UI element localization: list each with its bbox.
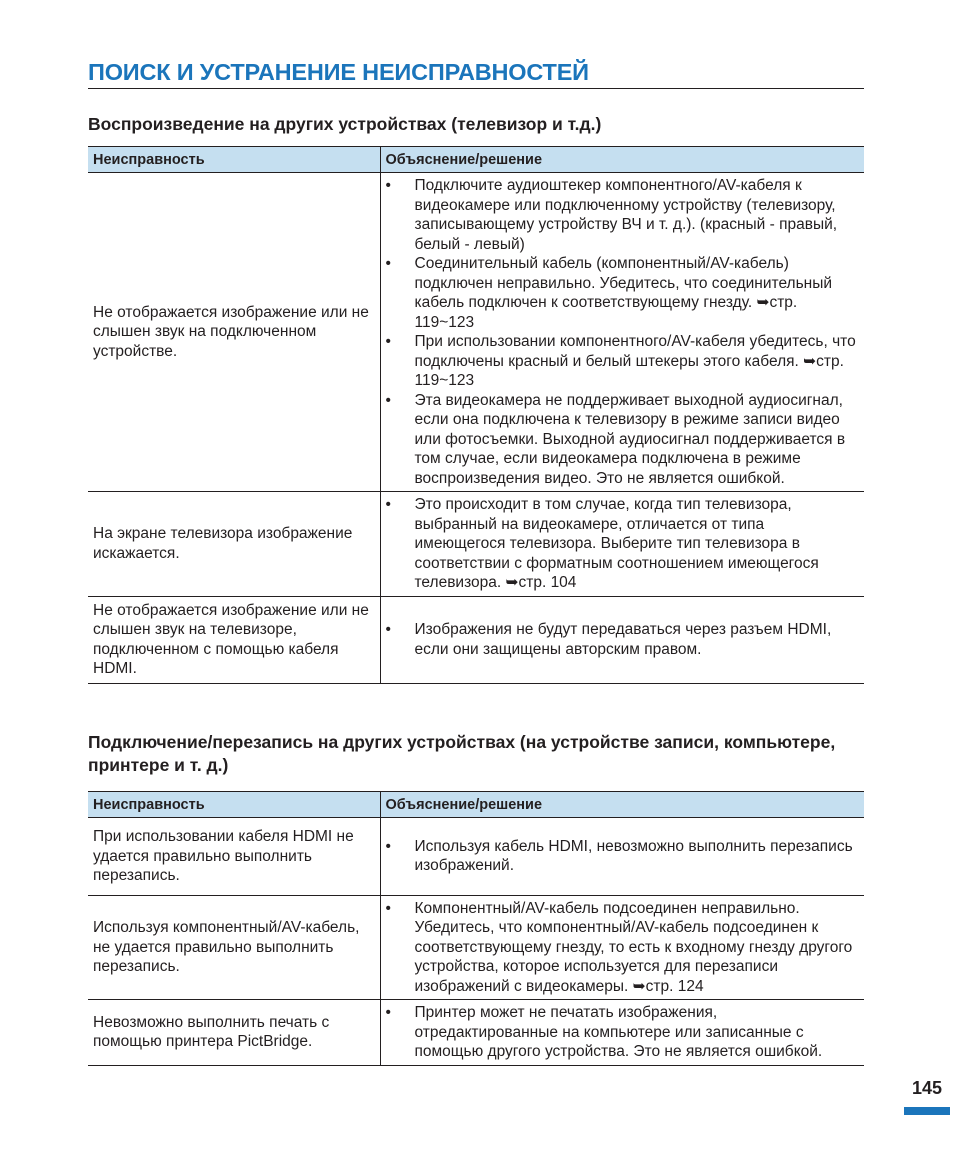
- solution-text: Изображения не будут передаваться через разъем HDMI, если они защищены авторским правом.: [414, 621, 832, 658]
- troubleshooting-table-dubbing: [88, 791, 864, 1066]
- section-title-dubbing: Подключение/перезапись на других устройствах (на устройстве записи, компьютере, принтере и т. д.): [88, 732, 836, 775]
- problem-cell: Невозможно выполнить печать с помощью принтера PictBridge.: [88, 1000, 380, 1066]
- solution-text: Используя кабель HDMI, невозможно выполнить перезапись изображений.: [414, 837, 853, 875]
- column-header-problem: Неисправность: [88, 792, 380, 818]
- solution-text: Соединительный кабель (компонентный/AV-кабель) подключен неправильно. Убедитесь, что соединительный кабель подключен к соответствующему гнезду. ➥стр. 119~123: [414, 255, 833, 331]
- solution-cell: [380, 492, 864, 597]
- solution-text: Компонентный/AV-кабель подсоединен неправильно. Убедитесь, что компонентный/AV-кабель подсоединен к соответствующему гнезду, то есть к входному гнезду другого устройства, которое используется для перезаписи изображений с видеокамеры. ➥стр. 124: [414, 899, 853, 995]
- problem-cell: При использовании кабеля HDMI не удается правильно выполнить перезапись.: [88, 818, 380, 896]
- solution-item: • Эта видеокамера не поддерживает выходной аудиосигнал, если она подключена к телевизору в режиме записи видео или фотосъемки. Выходной аудиосигнал поддерживается в том случае, если видеокамера подключена в режиме воспроизведения видео. Это не является ошибкой.: [385, 391, 846, 487]
- solution-text: Это происходит в том случае, когда тип телевизора, выбранный на видеокамере, отличается от типа имеющегося телевизора. Выберите тип телевизора в соответствии с форматным соотношением имеющегося телевизора. ➥стр. 104: [414, 496, 819, 591]
- page-number-bar: [904, 1107, 950, 1115]
- table-row: [88, 596, 864, 683]
- table-header-row: [88, 792, 864, 818]
- solution-text: Подключите аудиоштекер компонентного/AV-кабеля к видеокамере или подключенному устройству (телевизору, записывающему устройству ВЧ и т. д.). (красный - правый, белый - левый): [414, 177, 838, 253]
- solution-item: • Подключите аудиоштекер компонентного/AV-кабеля к видеокамере или подключенному устройству (телевизору, записывающему устройству ВЧ и т. д.). (красный - правый, белый - левый): [385, 177, 838, 253]
- solution-item: • Используя кабель HDMI, невозможно выполнить перезапись изображений.: [385, 837, 853, 875]
- solution-cell: [380, 1000, 864, 1066]
- solution-text: Принтер может не печатать изображения, отредактированные на компьютере или записанные с помощью другого устройства. Это не является ошибкой.: [414, 1004, 823, 1060]
- problem-cell: На экране телевизора изображение искажается.: [88, 492, 380, 597]
- solution-cell: [380, 173, 864, 492]
- solution-cell: [380, 895, 864, 1000]
- problem-cell: Не отображается изображение или не слышен звук на телевизоре, подключенном с помощью кабеля HDMI.: [88, 596, 380, 683]
- table-row: [88, 173, 864, 492]
- solution-text: Эта видеокамера не поддерживает выходной аудиосигнал, если она подключена к телевизору в режиме записи видео или фотосъемки. Выходной аудиосигнал поддерживается в том случае, если видеокамера подключена в режиме воспроизведения видео. Это не является ошибкой.: [414, 391, 846, 487]
- page-number: 145: [911, 1078, 943, 1098]
- solution-cell: [380, 818, 864, 896]
- solution-cell: [380, 596, 864, 683]
- solution-text: При использовании компонентного/AV-кабеля убедитесь, что подключены красный и белый штекеры этого кабеля. ➥стр. 119~123: [414, 333, 856, 389]
- page-title: ПОИСК И УСТРАНЕНИЕ НЕИСПРАВНОСТЕЙ: [88, 58, 864, 89]
- column-header-solution: Объяснение/решение: [380, 147, 864, 173]
- problem-cell: Не отображается изображение или не слышен звук на подключенном устройстве.: [88, 173, 380, 492]
- solution-item: • При использовании компонентного/AV-кабеля убедитесь, что подключены красный и белый штекеры этого кабеля. ➥стр. 119~123: [385, 333, 856, 389]
- troubleshooting-table-playback: [88, 146, 864, 684]
- table-row: [88, 492, 864, 597]
- solution-item: • Это происходит в том случае, когда тип телевизора, выбранный на видеокамере, отличается от типа имеющегося телевизора. Выберите тип телевизора в соответствии с форматным соотношением имеющегося телевизора. ➥стр. 104: [385, 496, 819, 591]
- table-row: [88, 1000, 864, 1066]
- solution-item: • Соединительный кабель (компонентный/AV-кабель) подключен неправильно. Убедитесь, что соединительный кабель подключен к соответствующему гнезду. ➥стр. 119~123: [385, 255, 833, 331]
- table-header-row: [88, 147, 864, 173]
- column-header-problem: Неисправность: [88, 147, 380, 173]
- column-header-solution: Объяснение/решение: [380, 792, 864, 818]
- solution-item: • Принтер может не печатать изображения, отредактированные на компьютере или записанные с помощью другого устройства. Это не является ошибкой.: [385, 1004, 823, 1060]
- table-row: [88, 818, 864, 896]
- section-title-playback: Воспроизведение на других устройствах (телевизор и т.д.): [88, 114, 602, 134]
- solution-item: • Изображения не будут передаваться через разъем HDMI, если они защищены авторским правом.: [385, 621, 832, 658]
- problem-cell: Используя компонентный/AV-кабель, не удается правильно выполнить перезапись.: [88, 895, 380, 1000]
- table-row: [88, 895, 864, 1000]
- solution-item: • Компонентный/AV-кабель подсоединен неправильно. Убедитесь, что компонентный/AV-кабель подсоединен к соответствующему гнезду, то есть к входному гнезду другого устройства, которое используется для перезаписи изображений с видеокамеры. ➥стр. 124: [385, 899, 853, 995]
